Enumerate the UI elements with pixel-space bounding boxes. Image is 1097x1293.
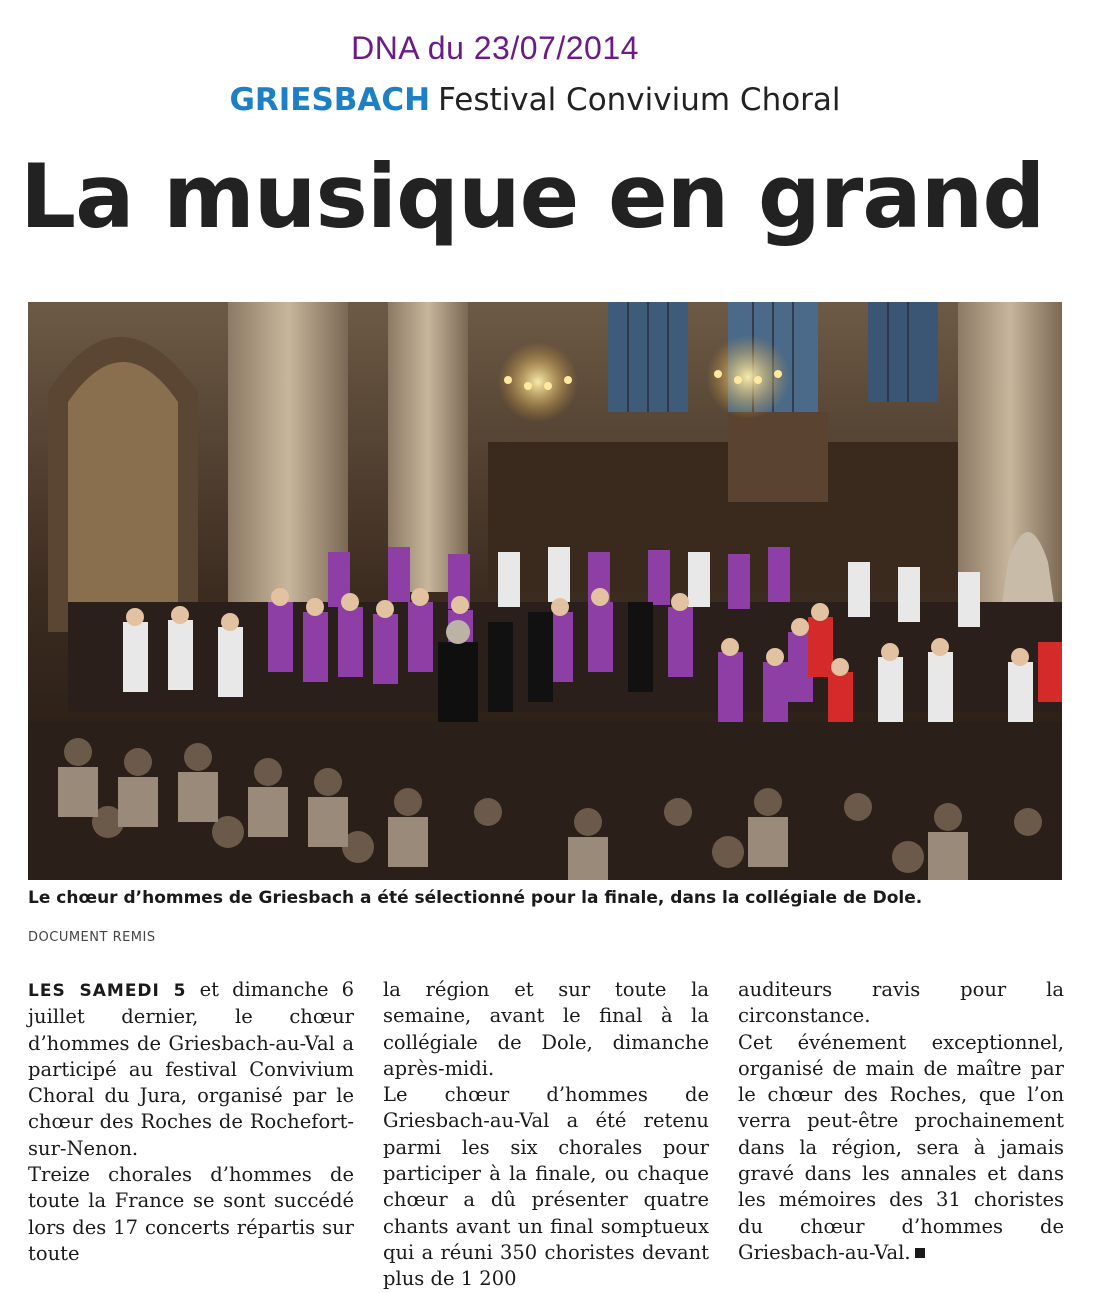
article-column-1 bbox=[28, 977, 354, 1267]
kicker-topic: Festival Convivium Choral bbox=[438, 82, 841, 118]
paragraph-5: auditeurs ravis pour la circonstance. bbox=[738, 978, 1064, 1028]
headline: La musique en grand bbox=[20, 145, 1045, 248]
choir-photo-illustration bbox=[28, 302, 1062, 880]
kicker-place: GRIESBACH bbox=[229, 82, 431, 118]
lead-in: LES SAMEDI 5 bbox=[28, 981, 187, 1001]
paragraph-4: Le chœur d’hommes de Griesbach-au-Val a été retenu parmi les six chorales pour participer à la finale, ou chaque chœur a dû présenter quatre chants avant un final somptueux qui a réuni 350 choristes devant plus de 1 200 bbox=[383, 1083, 709, 1291]
article-column-2 bbox=[383, 977, 709, 1293]
paragraph-3: la région et sur toute la semaine, avant le final à la collégiale de Dole, dimanche après-midi. bbox=[383, 978, 709, 1080]
paragraph-6 bbox=[738, 1030, 1064, 1267]
photo-caption: Le chœur d’hommes de Griesbach a été sélectionné pour la finale, dans la collégiale de Dole. bbox=[28, 888, 923, 908]
paragraph-2: Treize chorales d’hommes de toute la France se sont succédé lors des 17 concerts répartis sur toute bbox=[28, 1163, 354, 1265]
paragraph-1 bbox=[28, 977, 354, 1162]
source-stamp: DNA du 23/07/2014 bbox=[351, 30, 639, 66]
paragraph-6-text: Cet événement exceptionnel, organisé de main de maître par le chœur des Roches, que l’on verra peut-être prochainement dans la région, sera à jamais gravé dans les annales et dans les mémoires des 31 choristes du chœur d’hommes de Griesbach-au-Val. bbox=[738, 1030, 1064, 1264]
article-column-3 bbox=[738, 977, 1064, 1266]
paragraph-1-text: et dimanche 6 juillet dernier, le chœur d’hommes de Griesbach-au-Val a participé au festival Convivium Choral du Jura, organisé par le chœur des Roches de Rochefort-sur-Nenon. bbox=[28, 978, 354, 1160]
photo-credit: DOCUMENT REMIS bbox=[28, 930, 156, 945]
article-body bbox=[28, 977, 1068, 1291]
choir-photo bbox=[28, 302, 1062, 880]
kicker bbox=[0, 82, 1070, 118]
